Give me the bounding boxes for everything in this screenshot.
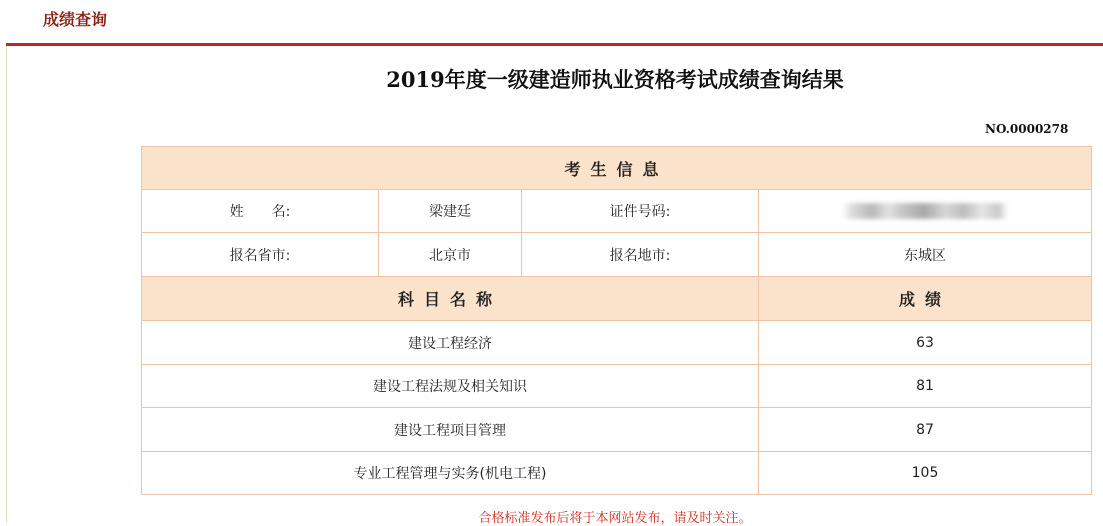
candidate-info-header-row: [142, 147, 1092, 190]
subject-score: 63: [759, 321, 1092, 365]
province-value: 北京市: [379, 233, 522, 277]
city-label: 报名地市:: [522, 233, 759, 277]
score-row: [142, 365, 1092, 408]
subject-name: 专业工程管理与实务(机电工程): [142, 452, 759, 495]
score-row: [142, 321, 1092, 365]
subject-name: 建设工程项目管理: [142, 408, 759, 452]
name-label: 姓 名:: [142, 190, 379, 233]
province-label: 报名省市:: [142, 233, 379, 277]
header-divider: [6, 43, 1103, 46]
score-result-table: [141, 146, 1092, 495]
city-value: 东城区: [759, 233, 1092, 277]
tab-score-query[interactable]: 成绩查询: [43, 10, 108, 29]
subject-score: 81: [759, 365, 1092, 408]
subject-score: 87: [759, 408, 1092, 452]
redacted-id-number: [842, 203, 1008, 219]
candidate-location-row: [142, 233, 1092, 277]
score-header-row: [142, 277, 1092, 321]
score-row: [142, 452, 1092, 495]
id-number-value: [759, 190, 1092, 233]
name-value: 梁建廷: [379, 190, 522, 233]
candidate-name-row: [142, 190, 1092, 233]
footer-notice: 合格标准发布后将于本网站发布，请及时关注。: [478, 511, 752, 526]
subject-name: 建设工程法规及相关知识: [142, 365, 759, 408]
subject-name-header: 科目名称: [142, 277, 759, 321]
page-title: 2019年度一级建造师执业资格考试成绩查询结果: [386, 67, 844, 92]
certificate-number: NO.0000278: [985, 122, 1069, 136]
left-border: [6, 46, 7, 522]
id-number-label: 证件号码:: [522, 190, 759, 233]
subject-name: 建设工程经济: [142, 321, 759, 365]
score-header: 成绩: [759, 277, 1092, 321]
subject-score: 105: [759, 452, 1092, 495]
candidate-info-header: 考生信息: [142, 147, 1092, 190]
score-row: [142, 408, 1092, 452]
